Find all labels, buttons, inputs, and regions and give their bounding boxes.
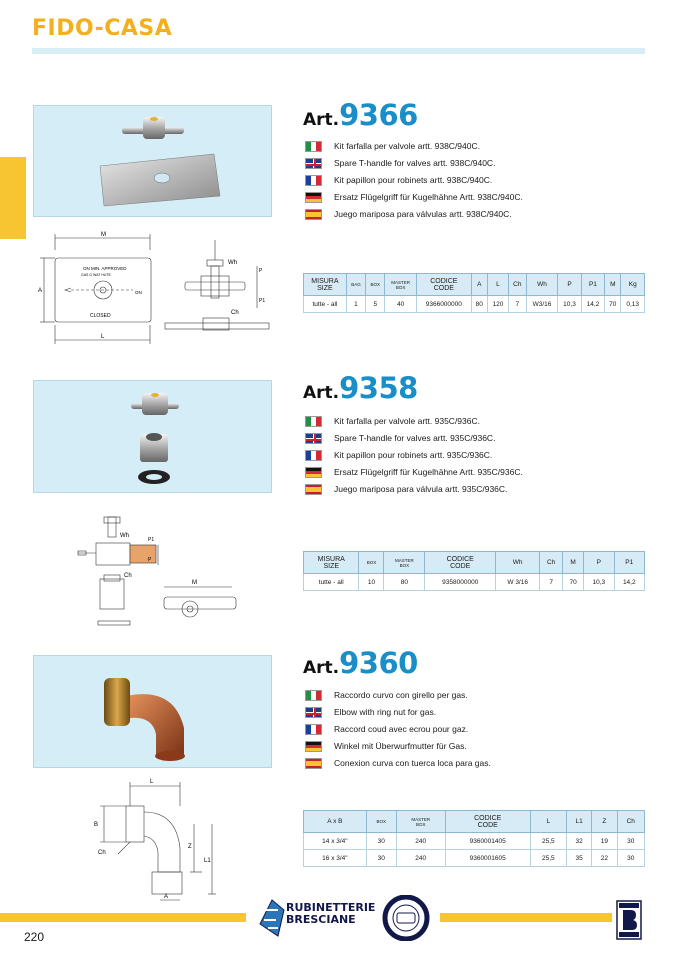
dim-wh-label: Wh <box>120 533 129 539</box>
table-cell: 14 x 3/4" <box>304 833 367 850</box>
spec-table-9366 <box>303 273 645 313</box>
table-cell: 120 <box>487 296 508 313</box>
table-header-row <box>304 552 645 574</box>
description-de: Ersatz Flügelgriff für Kugelhähne Artt. 938C/940C. <box>305 189 523 206</box>
table-cell: 10 <box>359 574 384 591</box>
technical-drawing-9366 <box>35 228 275 353</box>
table-cell: 9360001605 <box>445 850 530 867</box>
italy-flag-icon <box>305 690 322 701</box>
elbow-fitting-image <box>34 656 273 769</box>
table-header-cell: BAG <box>346 274 365 296</box>
dim-ch-label: Ch <box>98 850 106 856</box>
table-header-cell: L <box>487 274 508 296</box>
description-fr: Kit papillon pour robinets artt. 938C/940C. <box>305 172 523 189</box>
table-cell: 10,3 <box>558 296 581 313</box>
iso-certification-seal-icon <box>376 895 436 941</box>
table-cell: 9360001405 <box>445 833 530 850</box>
table-header-cell: MASTER BOX <box>396 811 445 833</box>
logo-line-1: RUBINETTERIE <box>286 901 376 914</box>
description-de: Ersatz Flügelgriff für Kugelhähne Artt. 935C/936C. <box>305 464 523 481</box>
table-header-cell: L <box>530 811 566 833</box>
footer-rule-right <box>440 913 612 922</box>
table-header-cell: Wh <box>526 274 558 296</box>
dim-l1-label: L1 <box>204 858 211 864</box>
spec-table-9358 <box>303 551 645 591</box>
table-header-cell: Z <box>592 811 617 833</box>
table-cell: 22 <box>592 850 617 867</box>
table-header-cell: MISURA SIZE <box>304 274 347 296</box>
t-handle-kit-image <box>34 381 273 494</box>
table-cell: 9358000000 <box>425 574 496 591</box>
table-cell: 1 <box>346 296 365 313</box>
description-fr: Kit papillon pour robinets artt. 935C/936C. <box>305 447 523 464</box>
table-header-row <box>304 811 645 833</box>
spain-flag-icon <box>305 209 322 220</box>
rubinetterie-logo-icon <box>258 898 286 938</box>
article-title-9358 <box>303 371 418 405</box>
france-flag-icon <box>305 724 322 735</box>
table-header-cell: P1 <box>581 274 604 296</box>
description-en: Spare T-handle for valves artt. 938C/940C. <box>305 155 523 172</box>
technical-drawing-9358 <box>72 505 242 630</box>
table-header-cell: BOX <box>359 552 384 574</box>
table-header-cell: Ch <box>540 552 563 574</box>
table-row <box>304 833 645 850</box>
table-cell: 14,2 <box>581 296 604 313</box>
germany-flag-icon <box>305 467 322 478</box>
article-title-9366 <box>303 98 418 132</box>
description-it: Raccordo curvo con girello per gas. <box>305 687 491 704</box>
table-cell: 80 <box>384 574 425 591</box>
brand-title: FIDO-CASA <box>32 16 173 41</box>
description-es: Conexion curva con tuerca loca para gas. <box>305 755 491 772</box>
description-es: Juego mariposa para válvulas artt. 938C/940C. <box>305 206 523 223</box>
table-cell: 14,2 <box>614 574 644 591</box>
table-header-cell: A <box>471 274 487 296</box>
description-fr: Raccord coud avec ecrou pour gaz. <box>305 721 491 738</box>
dim-z-label: Z <box>188 844 192 850</box>
dim-b-label: B <box>94 822 99 828</box>
table-body <box>304 574 645 591</box>
description-it: Kit farfalla per valvole artt. 938C/940C. <box>305 138 523 155</box>
page-number: 220 <box>24 930 45 944</box>
technical-drawing-9360 <box>90 776 230 906</box>
dim-wh-label: Wh <box>228 260 237 266</box>
description-de: Winkel mit Überwurfmutter für Gas. <box>305 738 491 755</box>
table-cell: 5 <box>366 296 385 313</box>
description-list-9366 <box>305 138 523 223</box>
footer-rule-left <box>0 913 246 922</box>
table-cell: 25,5 <box>530 833 566 850</box>
table-cell: 9366000000 <box>416 296 471 313</box>
description-es: Juego mariposa para válvula artt. 935C/936C. <box>305 481 523 498</box>
italy-flag-icon <box>305 416 322 427</box>
table-header-cell: M <box>605 274 621 296</box>
dim-l-label: L <box>101 334 105 340</box>
article-number: 9360 <box>339 646 418 680</box>
table-cell: W3/16 <box>526 296 558 313</box>
article-title-9360 <box>303 646 418 680</box>
spain-flag-icon <box>305 758 322 769</box>
table-cell: 7 <box>508 296 526 313</box>
table-cell: 32 <box>567 833 592 850</box>
table-header-cell: CODICE CODE <box>416 274 471 296</box>
product-photo-9358 <box>33 380 272 493</box>
table-cell: tutte - all <box>304 296 347 313</box>
table-header-cell: MISURA SIZE <box>304 552 359 574</box>
header-rule <box>32 48 645 54</box>
product-photo-9360 <box>33 655 272 768</box>
table-cell: 10,3 <box>584 574 614 591</box>
table-cell: 16 x 3/4" <box>304 850 367 867</box>
description-list-9358 <box>305 413 523 498</box>
table-cell: 30 <box>366 833 396 850</box>
plate-marking-1: ON MIN. APPROVED <box>83 266 127 271</box>
table-header-cell: CODICE CODE <box>425 552 496 574</box>
uk-flag-icon <box>305 158 322 169</box>
side-tab-marker <box>0 157 26 239</box>
table-row <box>304 574 645 591</box>
germany-flag-icon <box>305 741 322 752</box>
table-body <box>304 833 645 867</box>
description-it: Kit farfalla per valvole artt. 935C/936C. <box>305 413 523 430</box>
dim-p1-label: P1 <box>259 298 266 304</box>
table-cell: 70 <box>605 296 621 313</box>
table-header-cell: M <box>563 552 584 574</box>
france-flag-icon <box>305 450 322 461</box>
table-header-cell: CODICE CODE <box>445 811 530 833</box>
table-cell: 35 <box>567 850 592 867</box>
table-header-cell: P <box>558 274 581 296</box>
dim-ch-label: Ch <box>231 310 239 316</box>
table-cell: 25,5 <box>530 850 566 867</box>
logo-line-2: BRESCIANE <box>286 913 356 926</box>
product-photo-9366 <box>33 105 272 217</box>
table-header-cell: P <box>584 552 614 574</box>
description-en: Elbow with ring nut for gas. <box>305 704 491 721</box>
article-prefix: Art. <box>303 383 340 403</box>
table-cell: W 3/16 <box>496 574 540 591</box>
table-cell: tutte - all <box>304 574 359 591</box>
description-en: Spare T-handle for valves artt. 935C/936C. <box>305 430 523 447</box>
dim-p-label: P <box>148 557 152 563</box>
table-row <box>304 850 645 867</box>
table-cell: 70 <box>563 574 584 591</box>
italy-flag-icon <box>305 141 322 152</box>
article-number: 9358 <box>339 371 418 405</box>
table-cell: 240 <box>396 850 445 867</box>
dim-p-label: P <box>259 268 263 274</box>
table-header-cell: Kg <box>621 274 645 296</box>
table-cell: 40 <box>385 296 417 313</box>
table-header-cell: Wh <box>496 552 540 574</box>
table-cell: 240 <box>396 833 445 850</box>
plate-marking-on: ON <box>135 290 142 295</box>
table-header-cell: BOX <box>366 811 396 833</box>
dim-p1-label: P1 <box>148 537 155 543</box>
table-cell: 80 <box>471 296 487 313</box>
table-header-cell: Ch <box>617 811 645 833</box>
france-flag-icon <box>305 175 322 186</box>
stamp-logo-icon <box>616 900 642 940</box>
table-cell: 30 <box>617 850 645 867</box>
description-list-9360 <box>305 687 491 772</box>
t-handle-plate-image <box>34 106 273 218</box>
table-cell: 7 <box>540 574 563 591</box>
dim-m-label: M <box>192 580 197 586</box>
spec-table-9360 <box>303 810 645 867</box>
dim-a-label: A <box>164 894 169 900</box>
spain-flag-icon <box>305 484 322 495</box>
table-header-cell: MASTER BOX <box>385 274 417 296</box>
company-logo-text <box>286 902 375 926</box>
plate-marking-closed: CLOSED <box>90 313 111 319</box>
dim-m-label: M <box>101 232 106 238</box>
uk-flag-icon <box>305 707 322 718</box>
plate-marking-2: GAS G WAT HUTE <box>81 273 111 277</box>
table-row <box>304 296 645 313</box>
table-cell: 30 <box>617 833 645 850</box>
table-header-cell: MASTER BOX <box>384 552 425 574</box>
table-cell: 19 <box>592 833 617 850</box>
table-header-cell: Ch <box>508 274 526 296</box>
table-cell: 30 <box>366 850 396 867</box>
table-header-row <box>304 274 645 296</box>
article-prefix: Art. <box>303 658 340 678</box>
article-prefix: Art. <box>303 110 340 130</box>
dim-a-label: A <box>38 288 43 294</box>
table-header-cell: L1 <box>567 811 592 833</box>
table-header-cell: P1 <box>614 552 644 574</box>
dim-ch-label: Ch <box>124 573 132 579</box>
article-number: 9366 <box>339 98 418 132</box>
table-header-cell: A x B <box>304 811 367 833</box>
dim-l-label: L <box>150 779 154 785</box>
table-body <box>304 296 645 313</box>
table-cell: 0,13 <box>621 296 645 313</box>
germany-flag-icon <box>305 192 322 203</box>
uk-flag-icon <box>305 433 322 444</box>
table-header-cell: BOX <box>366 274 385 296</box>
